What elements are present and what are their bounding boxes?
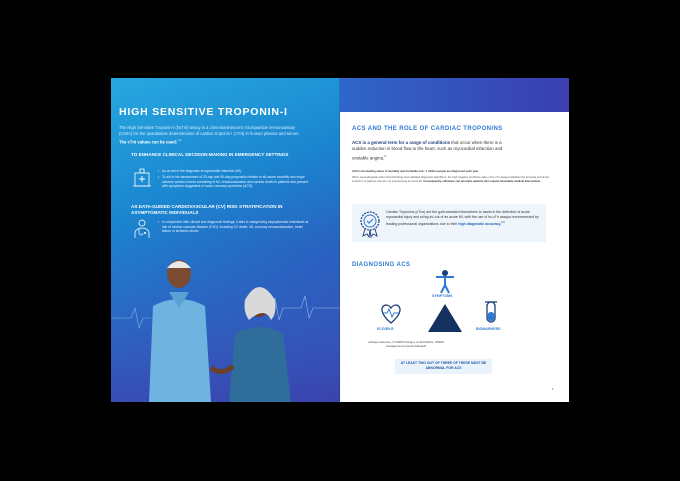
intro-bold: The cTnI values can be used: [119,139,178,145]
section1-bullets [159,169,309,190]
intro-sup: 1,2 [177,138,182,142]
ecg-note: (Always data-free, if STEMI changes on ECG/EKG, STEMI management protocol followed) [368,340,444,348]
callout-text [386,210,541,227]
acs-bold: ACS is a general term for a range of conditions [352,140,451,145]
intro-paragraph [119,125,304,145]
test-tube-icon [480,300,502,326]
ecg-label: ECG/EKG [377,327,394,331]
doctor-icon [131,218,153,240]
certified-badge-icon [358,210,382,238]
bullet-item: • In conjunction with clinical and diagnostic findings, it aids in categorizing asymptomatic individuals at risk of cardiac vascular disease (CVD), including CV death, MI, coronary revascularization, heart failure or ischemic stroke. [159,220,309,234]
mortality-bold: Consequently, clinicians can prioritize patients who require immediate medical intervention. [423,180,541,183]
couple-photo [111,248,340,402]
heart-ecg-icon [378,300,404,326]
callout-pre: Cardiac Troponins (cTns) are the gold-standard biomarkers [386,210,478,214]
callout-mid: to assist in the detection of acute myocardial injury and ruling-in/-out of an acute MI, with the use of hs-cTn assays recommended by leading professional organizations due to their [386,210,539,227]
bullet-item: • To aid in the assessment of 30-day and 90-day prognostic relative to all-cause mortality and major adverse cardiac events consisting of MI, revascularization and cardiac death in patients who present with symptoms suggestive of acute coronary syndrome (ACS). [159,175,309,189]
criteria-badge: AT LEAST TWO OUT OF THREE OF THESE MUST BE ABNORMAL FOR ACS [395,359,492,374]
mortality-question: ACS is the leading cause of mortality and morbidity and ~7 million people are diagnosed each year. [352,170,479,173]
section2-heading: AS DATA-GUIDED CARDIOVASCULAR (CV) RISK STRATIFICATION IN ASYMPTOMATIC INDIVIDUALS [131,204,283,215]
acs-sup: 3 [384,153,386,158]
person-symptoms-icon [432,268,458,294]
triangle-diagram [426,302,464,334]
hospital-icon [131,167,153,189]
acs-paragraph [352,140,517,162]
left-page [111,78,340,402]
troponin-callout [352,204,546,242]
mortality-paragraph [352,170,552,184]
section1-heading: TO ENHANCE CLINICAL DECISION-MAKING IN EMERGENCY SETTINGS [131,152,289,157]
header-band [340,78,569,112]
section-heading: ACS AND THE ROLE OF CARDIAC TROPONINS [352,126,503,132]
acs-text: that occur when there is a sudden reduction in blood flow to the heart, such as myocardial infarction and unstable angina. [352,140,503,161]
page-title: HIGH SENSITIVE TROPONIN-I [119,106,288,118]
biomarkers-label: BIOMARKERS [476,327,501,331]
bullet-item: • As an aid in the diagnosis of myocardial infarction (MI). [159,169,309,174]
intro-text: The High Sensitive Troponin-I (hsTnI) assay is a chemiluminescent microparticle immunoassay (CMIA) for the quantitative determination of cardiac troponin I (cTnI) in human plasma and serum. [119,125,300,136]
mortality-body: When used alongside other clinical findings and validated diagnostic algorithms, the high negative predictive value of hs-cTn assays facilitates the accurate and timely exclusion of patients who are not experiencing an acute MI. [352,176,550,183]
symptoms-label: SYMPTOMS [432,294,453,298]
brochure-spread [111,78,569,402]
page-number: 1 [552,387,554,391]
callout-sup: 3-6 [501,221,505,224]
callout-bold: high diagnostic accuracy. [458,222,502,227]
right-page [340,78,569,402]
section2-bullets [159,220,309,235]
diagnosing-heading: DIAGNOSING ACS [352,262,411,268]
